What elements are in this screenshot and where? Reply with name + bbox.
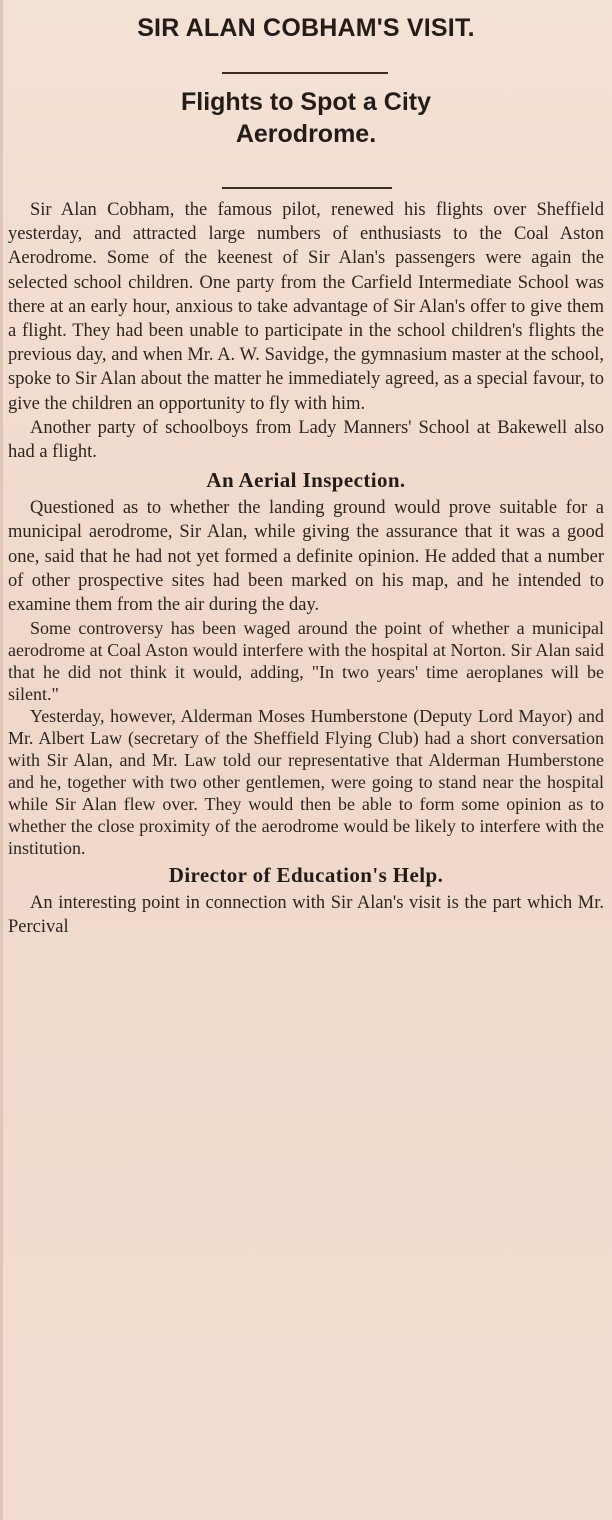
article-body <box>8 198 604 940</box>
subheadline-rule <box>222 187 392 189</box>
paragraph: An interesting point in connection with Sir Alan's visit is the part which Mr. Percival <box>8 893 604 938</box>
paragraph: Another party of schoolboys from Lady Manners' School at Bakewell also had a flight. <box>8 417 604 463</box>
headline-rule <box>222 72 388 74</box>
section-heading: An Aerial Inspection. <box>206 468 406 493</box>
subheadline-line-2: Aerodrome. <box>235 120 377 148</box>
paragraph: Questioned as to whether the landing ground would prove suitable for a municipal aerodrome, Sir Alan, while giving the assurance that it was a good one, said that he had not yet formed a definite opinion. He added that a number of other prospective sites had been marked on his map, and he intended to examine them from the air during the day. <box>8 498 604 616</box>
page-edge <box>0 0 3 1520</box>
paragraph: Yesterday, however, Alderman Moses Humberstone (Deputy Lord Mayor) and Mr. Albert Law (secretary of the Sheffield Flying Club) had a short conversation with Sir Alan, and Mr. Law told our representative that Alderman Humberstone and he, together with two other gentlemen, were going to stand near the hospital while Sir Alan flew over. They would then be able to form some opinion as to whether the close proximity of the aerodrome would be likely to interfere with the institution. <box>8 706 604 859</box>
paragraph: Sir Alan Cobham, the famous pilot, renewed his flights over Sheffield yesterday, and attracted large numbers of enthusiasts to the Coal Aston Aerodrome. Some of the keenest of Sir Alan's passengers were again the selected school children. One party from the Carfield Intermediate School was there at an early hour, anxious to take advantage of Sir Alan's offer to give them a flight. They had been unable to participate in the school children's flights the previous day, and when Mr. A. W. Savidge, the gymnasium master at the school, spoke to Sir Alan about the matter he immediately agreed, as a special favour, to give the children an opportunity to fly with him. <box>8 200 604 414</box>
article-subheadline <box>0 86 612 150</box>
paragraph: Some controversy has been waged around the point of whether a municipal aerodrome at Coal Aston would interfere with the hospital at Norton. Sir Alan said that he did not think it would, adding, "In two years' time aeroplanes will be silent." <box>8 618 604 705</box>
section-heading: Director of Education's Help. <box>168 863 444 888</box>
article-headline: SIR ALAN COBHAM'S VISIT. <box>137 14 475 42</box>
subheadline-line-1: Flights to Spot a City <box>181 88 431 116</box>
